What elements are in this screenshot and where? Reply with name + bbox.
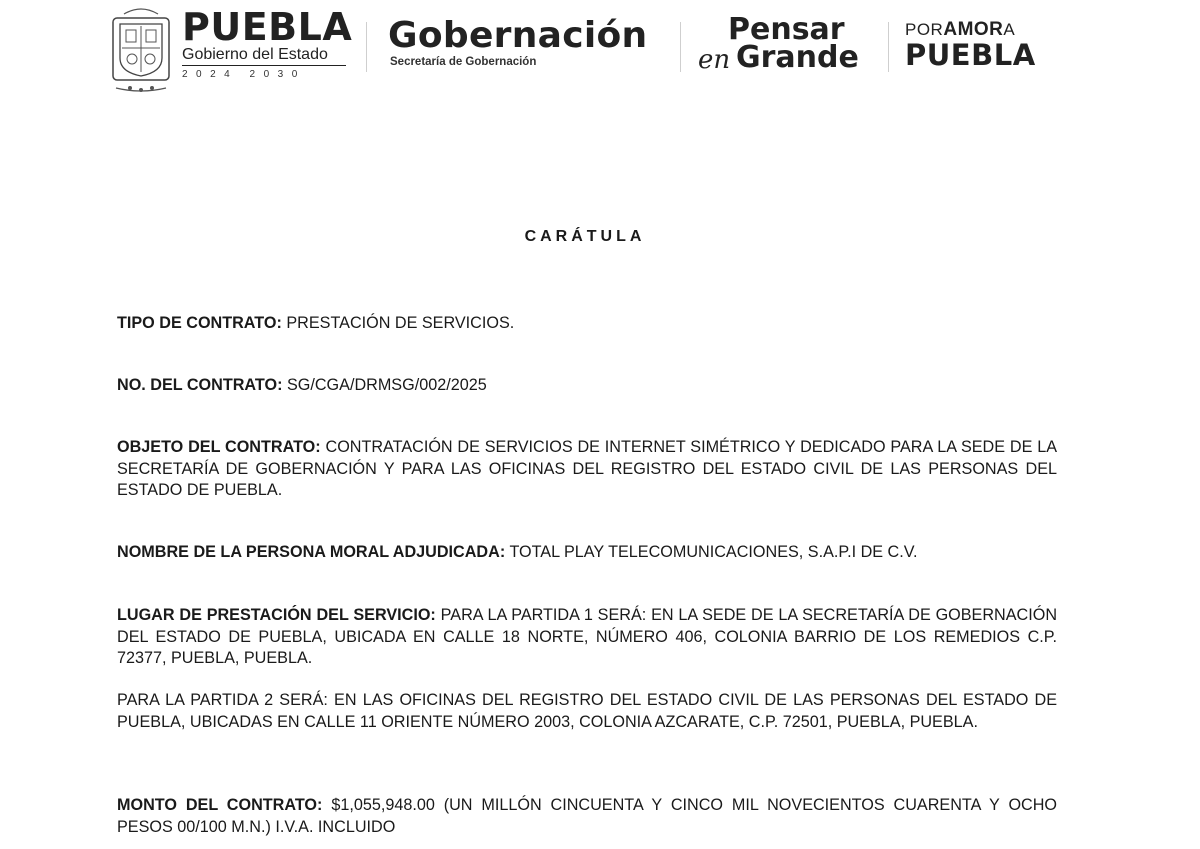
logo-divider [366,22,367,72]
contract-type-field [117,313,1057,335]
contract-type-value: PRESTACIÓN DE SERVICIOS. [286,314,515,332]
awarded-company-value: TOTAL PLAY TELECOMUNICACIONES, S.A.P.I DE C.V. [509,543,918,561]
contract-number-label: NO. DEL CONTRATO: [117,376,283,394]
puebla-logo-text: PUEBLA [182,5,353,49]
grande-text: Grande [736,40,859,75]
logo-divider [888,22,889,72]
contract-object-field [117,437,1057,502]
contract-object-label: OBJETO DEL CONTRATO: [117,438,321,456]
por-text: POR [905,20,944,39]
logo-divider [680,22,681,72]
por-amor-a-line [905,20,1036,40]
puebla-government-logo [182,5,353,80]
contract-amount-value: $1,055,948.00 (UN MILLÓN CINCUENTA Y CINCO MIL NOVECIENTOS CUARENTA Y OCHO PESOS 00/100 M.N.) I.V.A. INCLUIDO [117,796,1058,836]
letterhead [0,0,1200,100]
puebla-slogan-text: PUEBLA [905,38,1036,72]
gobernacion-logo [388,16,647,68]
contract-object-value: CONTRATACIÓN DE SERVICIOS DE INTERNET SIMÉTRICO Y DEDICADO PARA LA SEDE DE LA SECRETARÍA DE GOBERNACIÓN Y PARA LAS OFICINAS DEL REGISTRO DEL ESTADO CIVIL DE LAS PERSONAS DEL ESTADO DE PUEBLA. [117,438,1058,499]
contract-amount-field [117,795,1057,838]
por-amor-a-puebla-logo [905,20,1036,70]
secretaria-subtitle: Secretaría de Gobernación [390,56,537,68]
gobernacion-logo-text: Gobernación [388,15,648,56]
state-coat-of-arms-icon [110,4,172,94]
awarded-company-label: NOMBRE DE LA PERSONA MORAL ADJUDICADA: [117,543,506,561]
pensar-en-grande-logo [698,14,873,78]
document-title: CARÁTULA [524,228,646,245]
gobierno-del-estado-text: Gobierno del Estado [182,46,346,66]
contract-amount-label: MONTO DEL CONTRATO: [117,796,323,814]
administration-years: 2024 2030 [182,69,306,80]
service-location-label: LUGAR DE PRESTACIÓN DEL SERVICIO: [117,606,436,624]
amor-text: AMOR [943,19,1004,40]
a-text: A [1003,20,1016,39]
pensar-text: Pensar [728,12,845,47]
service-location-field [117,605,1057,670]
contract-number-value: SG/CGA/DRMSG/002/2025 [286,376,487,394]
contract-type-label: TIPO DE CONTRATO: [117,314,282,332]
en-text: en [698,45,731,75]
contract-number-field [117,375,1057,397]
partida-2-paragraph: PARA LA PARTIDA 2 SERÁ: EN LAS OFICINAS DEL REGISTRO DEL ESTADO CIVIL DE LAS PERSONAS DEL ESTADO DE PUEBLA, UBICADAS EN CALLE 11 ORIENTE NÚMERO 2003, COLONIA AZCARATE, C.P. 72501, PUEBLA, PUEBLA. [117,691,1057,731]
service-location-value: PARA LA PARTIDA 1 SERÁ: EN LA SEDE DE LA SECRETARÍA DE GOBERNACIÓN DEL ESTADO DE PUEBLA, UBICADA EN CALLE 18 NORTE, NÚMERO 406, COLONIA BARRIO DE LOS REMEDIOS C.P. 72377, PUEBLA, PUEBLA. [117,606,1058,667]
awarded-company-field [117,542,1057,564]
